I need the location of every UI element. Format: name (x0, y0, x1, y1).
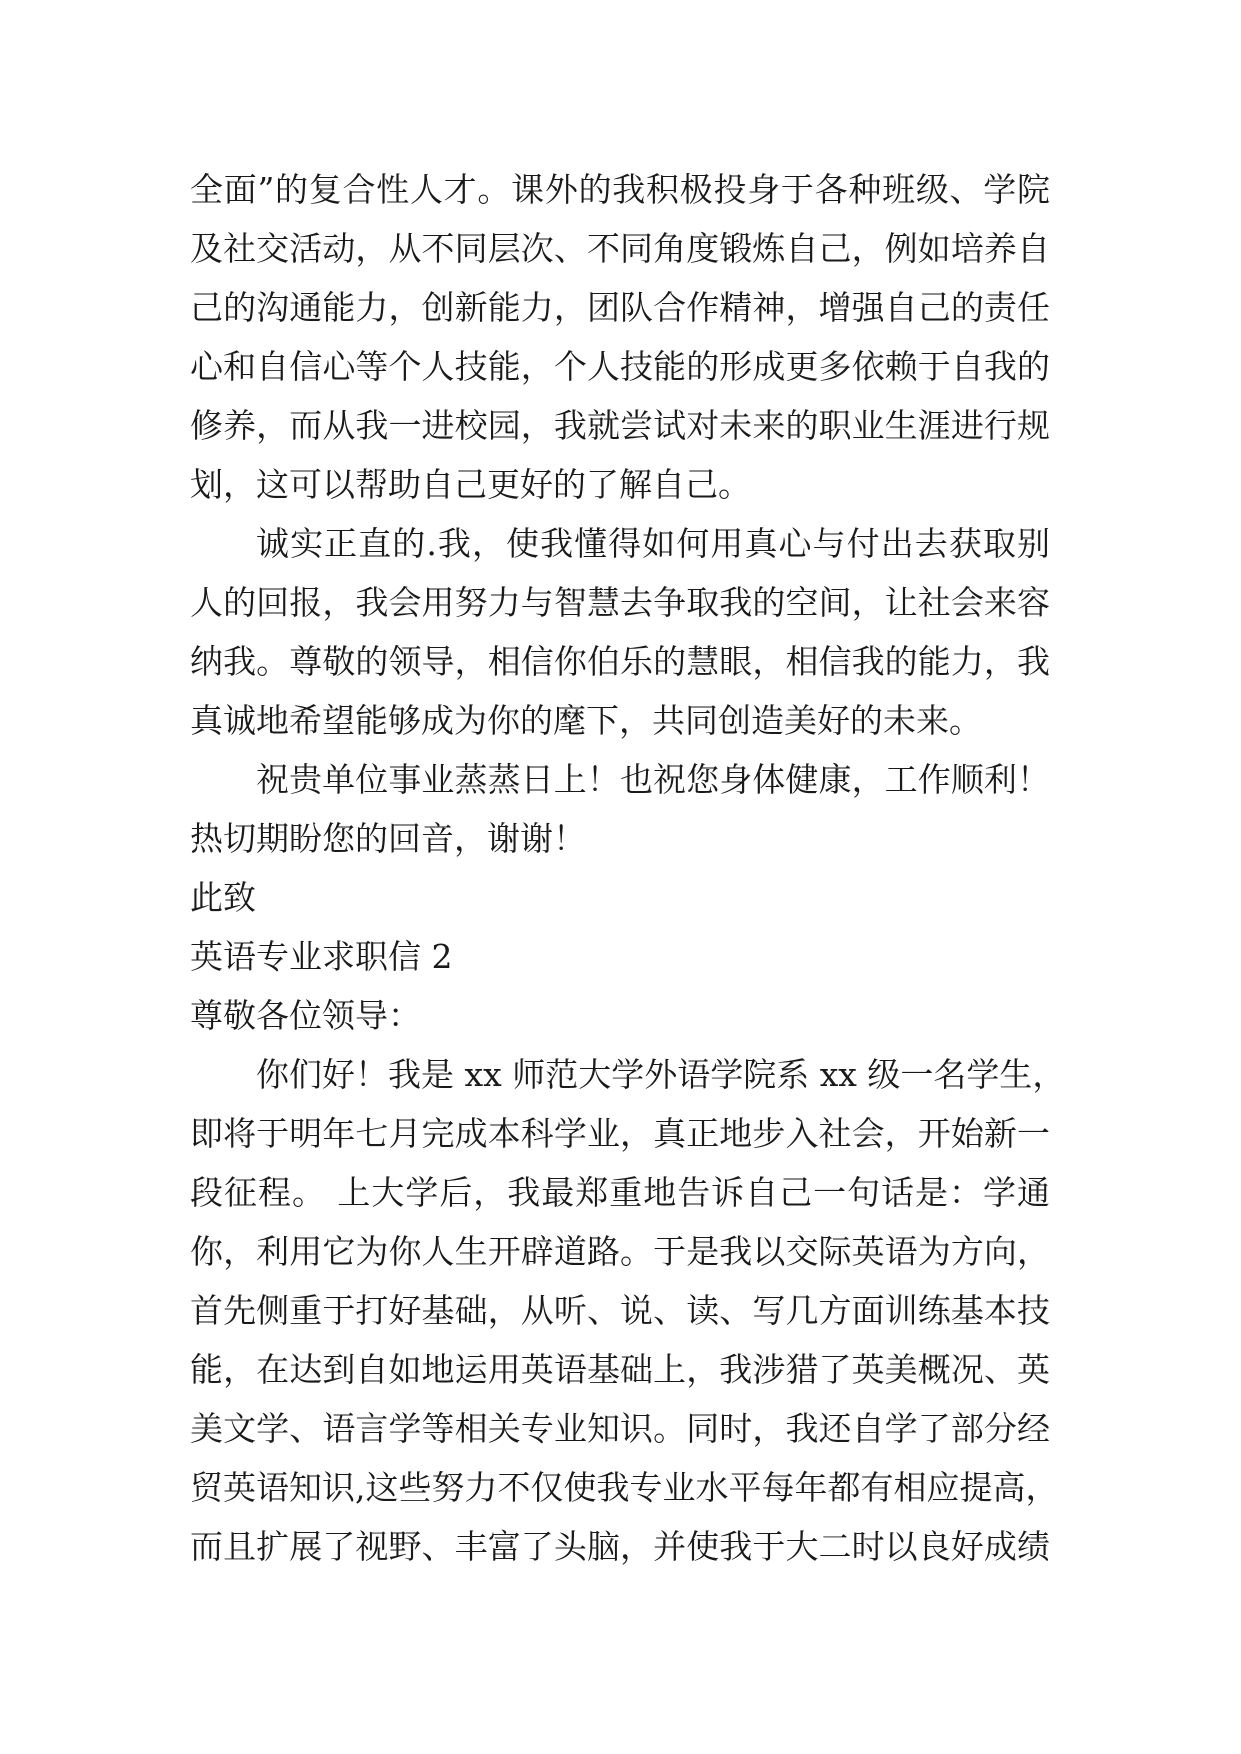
text-line: 能，在达到自如地运用英语基础上，我涉猎了英美概况、英 (190, 1350, 1050, 1389)
paragraph-first-line: 你们好！我是 xx 师范大学外语学院系 xx 级一名学生， (256, 1055, 1066, 1094)
greeting: 尊敬各位领导： (190, 996, 421, 1035)
text-line: 你，利用它为你人生开辟道路。于是我以交际英语为方向， (190, 1232, 1050, 1271)
letter-body (190, 160, 1066, 1576)
text-line: 划，这可以帮助自己更好的了解自己。 (190, 465, 751, 504)
text-line: 及社交活动，从不同层次、不同角度锻炼自己，例如培养自 (190, 229, 1050, 268)
paragraph-first-line: 诚实正直的.我，使我懂得如何用真心与付出去获取别 (256, 524, 1050, 563)
text-line: 心和自信心等个人技能，个人技能的形成更多依赖于自我的 (190, 347, 1050, 386)
text-line: 己的沟通能力，创新能力，团队合作精神，增强自己的责任 (190, 288, 1050, 327)
text-line: 而且扩展了视野、丰富了头脑，并使我于大二时以良好成绩 (190, 1527, 1050, 1566)
section-heading: 英语专业求职信 2 (190, 937, 453, 976)
text-line: 即将于明年七月完成本科学业，真正地步入社会，开始新一 (190, 1114, 1050, 1153)
text-line: 首先侧重于打好基础，从听、说、读、写几方面训练基本技 (190, 1291, 1050, 1330)
text-line: 修养，而从我一进校园，我就尝试对未来的职业生涯进行规 (190, 406, 1050, 445)
text-line: 段征程。 上大学后，我最郑重地告诉自己一句话是：学通 (190, 1173, 1050, 1212)
text-line: 美文学、语言学等相关专业知识。同时，我还自学了部分经 (190, 1409, 1050, 1448)
text-line: 贸英语知识,这些努力不仅使我专业水平每年都有相应提高， (190, 1468, 1059, 1507)
closing-salutation: 此致 (190, 878, 256, 917)
paragraph-first-line: 祝贵单位事业蒸蒸日上！也祝您身体健康，工作顺利！ (256, 760, 1050, 799)
text-line: 人的回报，我会用努力与智慧去争取我的空间，让社会来容 (190, 583, 1050, 622)
text-line: 热切期盼您的回音，谢谢！ (190, 819, 586, 858)
text-line: 全面”的复合性人才。课外的我积极投身于各种班级、学院 (190, 170, 1050, 209)
text-line: 纳我。尊敬的领导，相信你伯乐的慧眼，相信我的能力，我 (190, 642, 1050, 681)
text-line: 真诚地希望能够成为你的麾下，共同创造美好的未来。 (190, 701, 982, 740)
